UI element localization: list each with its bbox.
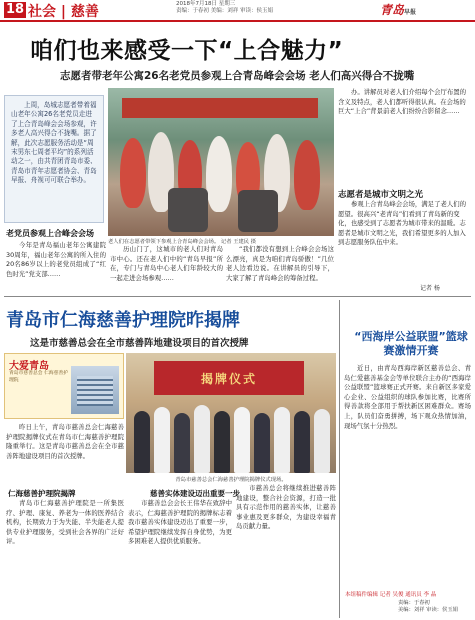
photo-person xyxy=(294,411,310,473)
ceremony-board xyxy=(154,361,304,395)
charity-ad xyxy=(4,353,124,419)
story2-subhead-b: 慈善实体建设迈出重要一步 xyxy=(150,489,240,498)
lead-right-column: 办。讲解员对老人们介绍每个会厅布置的含义及特点，老人们都听得很认真。在会场的巨大“上合”背景前老人们纷纷合影留念…… xyxy=(338,88,467,116)
issue-info xyxy=(176,1,273,15)
lead-right-column-2: 参观上合青岛峰会会场，满足了老人们的愿望。很高兴“老青岛”们看到了青岛新的变化，也感受到了志愿者为城市带来的温暖。志愿者是城市文明之光，我们希望更多的人加入到志愿服务队伍中来。 xyxy=(338,200,467,247)
page-number: 18 xyxy=(5,2,25,17)
story2-headline: 青岛市仁海慈善护理院昨揭牌 xyxy=(6,310,240,331)
ad-text: 青岛市慈善总会 仁海慈善护理院 xyxy=(9,371,69,383)
photo-person xyxy=(154,407,170,473)
column-rule xyxy=(339,300,340,618)
ceremony-board-text: 揭牌仪式 xyxy=(200,372,257,386)
photo-person xyxy=(274,407,290,473)
photo-person xyxy=(194,405,210,473)
photo-person xyxy=(254,413,270,473)
building-image xyxy=(71,366,119,414)
photo-person xyxy=(314,409,330,473)
photo-person xyxy=(134,411,150,473)
ceremony-photo xyxy=(126,353,336,473)
photo-wheelchair xyxy=(168,188,208,232)
logo-text: 青岛 xyxy=(380,3,405,17)
story2-column-b: 市慈善总会会长王伟华在致辞中表示，仁海慈善护理院的揭牌标志着我市慈善实体建设迈出了重要一步，希望护理院继续发挥自身优势，为更多困难老人提供优质服务。 xyxy=(128,499,232,546)
story2-column-c: 市慈善总会将继续推进慈善阵地建设，整合社会资源，打造一批具有示范作用的慈善实体，让慈善事业惠及更多群众，为建设幸福青岛贡献力量。 xyxy=(236,484,336,531)
lead-column-1: 今年是青岛福山老年公寓建院30周年，福山老年公寓的所入住的20名86岁以上的老党员组成了“红色时光”党支部…… xyxy=(6,241,106,278)
story2-column-a: 青岛市仁海慈善护理院是一所集医疗、护理、康复、养老为一体的医养结合机构，长期致力于为失能、半失能老人提供专业护理服务，受到社会各界的广泛好评。 xyxy=(6,499,124,546)
story2-intro: 昨日上午，青岛市慈善总会仁海慈善护理院揭牌仪式在青岛市仁海慈善护理院隆重举行。这是青岛市慈善总会在全市慈善阵地建设项目的首次授牌。 xyxy=(6,423,124,460)
lead-section-heading: 老党员参观上合峰会会场 xyxy=(6,229,94,238)
newspaper-logo xyxy=(380,1,416,18)
issue-editors: 责编：于春初 美编：刘祥 审读：侯玉娟 xyxy=(176,8,273,14)
photo-person xyxy=(174,413,190,473)
photo-person xyxy=(120,138,146,208)
photo-person xyxy=(214,411,230,473)
photo-person xyxy=(234,407,250,473)
issue-date: 2018年7月18日 星期三 xyxy=(176,1,236,7)
story-divider xyxy=(4,296,471,297)
ceremony-photo-caption: 青岛市慈善总会仁海慈善护理院揭牌仪式现场。 xyxy=(175,477,287,483)
lead-intro-box: 上周，岛城志愿者带着福山老年公寓26名老党员走进了上合青岛峰会会场参观，许多老人高兴得合不拢嘴。据了解，此次志愿服务活动是“周末男东七周者平均”的系列活动之一，由共青团青岛市委、青岛市青年志愿者协会、青岛早报、舟视可可联合举办。 xyxy=(4,95,104,223)
photo-banner xyxy=(122,98,318,118)
story2-subheadline: 这是市慈善总会在全市慈善阵地建设项目的首次授牌 xyxy=(30,338,249,349)
story2-subhead-a: 仁海慈善护理院揭牌 xyxy=(8,489,76,498)
side-story-headline: “西海岸公益联盟”篮球赛激情开赛 xyxy=(354,330,468,357)
lead-photo xyxy=(108,88,334,236)
page-header xyxy=(0,0,475,20)
photo-wheelchair xyxy=(238,190,278,232)
ad-brand: 大爱青岛 xyxy=(9,361,49,372)
side-story-body: 近日，由青岛西海岸新区慈善总会、青岛仁爱慈善基金会等单位联合主办的“西海岸公益联盟”篮球赛正式开赛。来自新区多家爱心企业、公益组织的球队参加比赛，比赛所得善款将全部用于帮扶新区困难群众。赛场上，队员们奋勇拼搏，场下观众热情加油，现场气氛十分热烈。 xyxy=(344,364,471,430)
lead-byline: 记者 杨 xyxy=(420,285,440,292)
logo-small-text: 早报 xyxy=(404,9,417,16)
lead-column-3: “我们都没有想到上合峰会会场这么漂亮，真是为咱们青岛骄傲！”几位老人边看边说。在讲解员的引导下，大家了解了青岛峰会的筹备过程。 xyxy=(226,245,334,282)
section-title: 社会 | 慈善 xyxy=(28,4,99,20)
lead-side-heading: 志愿者是城市文明之光 xyxy=(338,190,424,200)
side-story-byline: 本组稿件编辑 记者 吴俊 通讯员 李 晶 xyxy=(345,592,437,598)
lead-headline: 咱们也来感受一下“上合魅力” xyxy=(30,38,344,64)
photo-person xyxy=(206,136,232,212)
header-rule xyxy=(0,20,475,22)
lead-subheadline: 志愿者带老年公寓26名老党员参观上合青岛峰会会场 老人们高兴得合不拢嘴 xyxy=(60,70,415,82)
lead-photo-caption: 老人们在志愿者带领下参观上合青岛峰会会场。 记者 王建民 摄 xyxy=(108,239,257,245)
photo-person xyxy=(294,140,320,210)
lead-column-2: 历山门了，这城市的老人们对青岛市中心。还在老人们中的“青岛早报”所在，专门与青岛中心老人们年龄较大的一起走进会场参观…… xyxy=(110,245,223,282)
page-editors: 责编：于春初 美编：刘祥 审读：侯玉娟 xyxy=(398,600,458,613)
